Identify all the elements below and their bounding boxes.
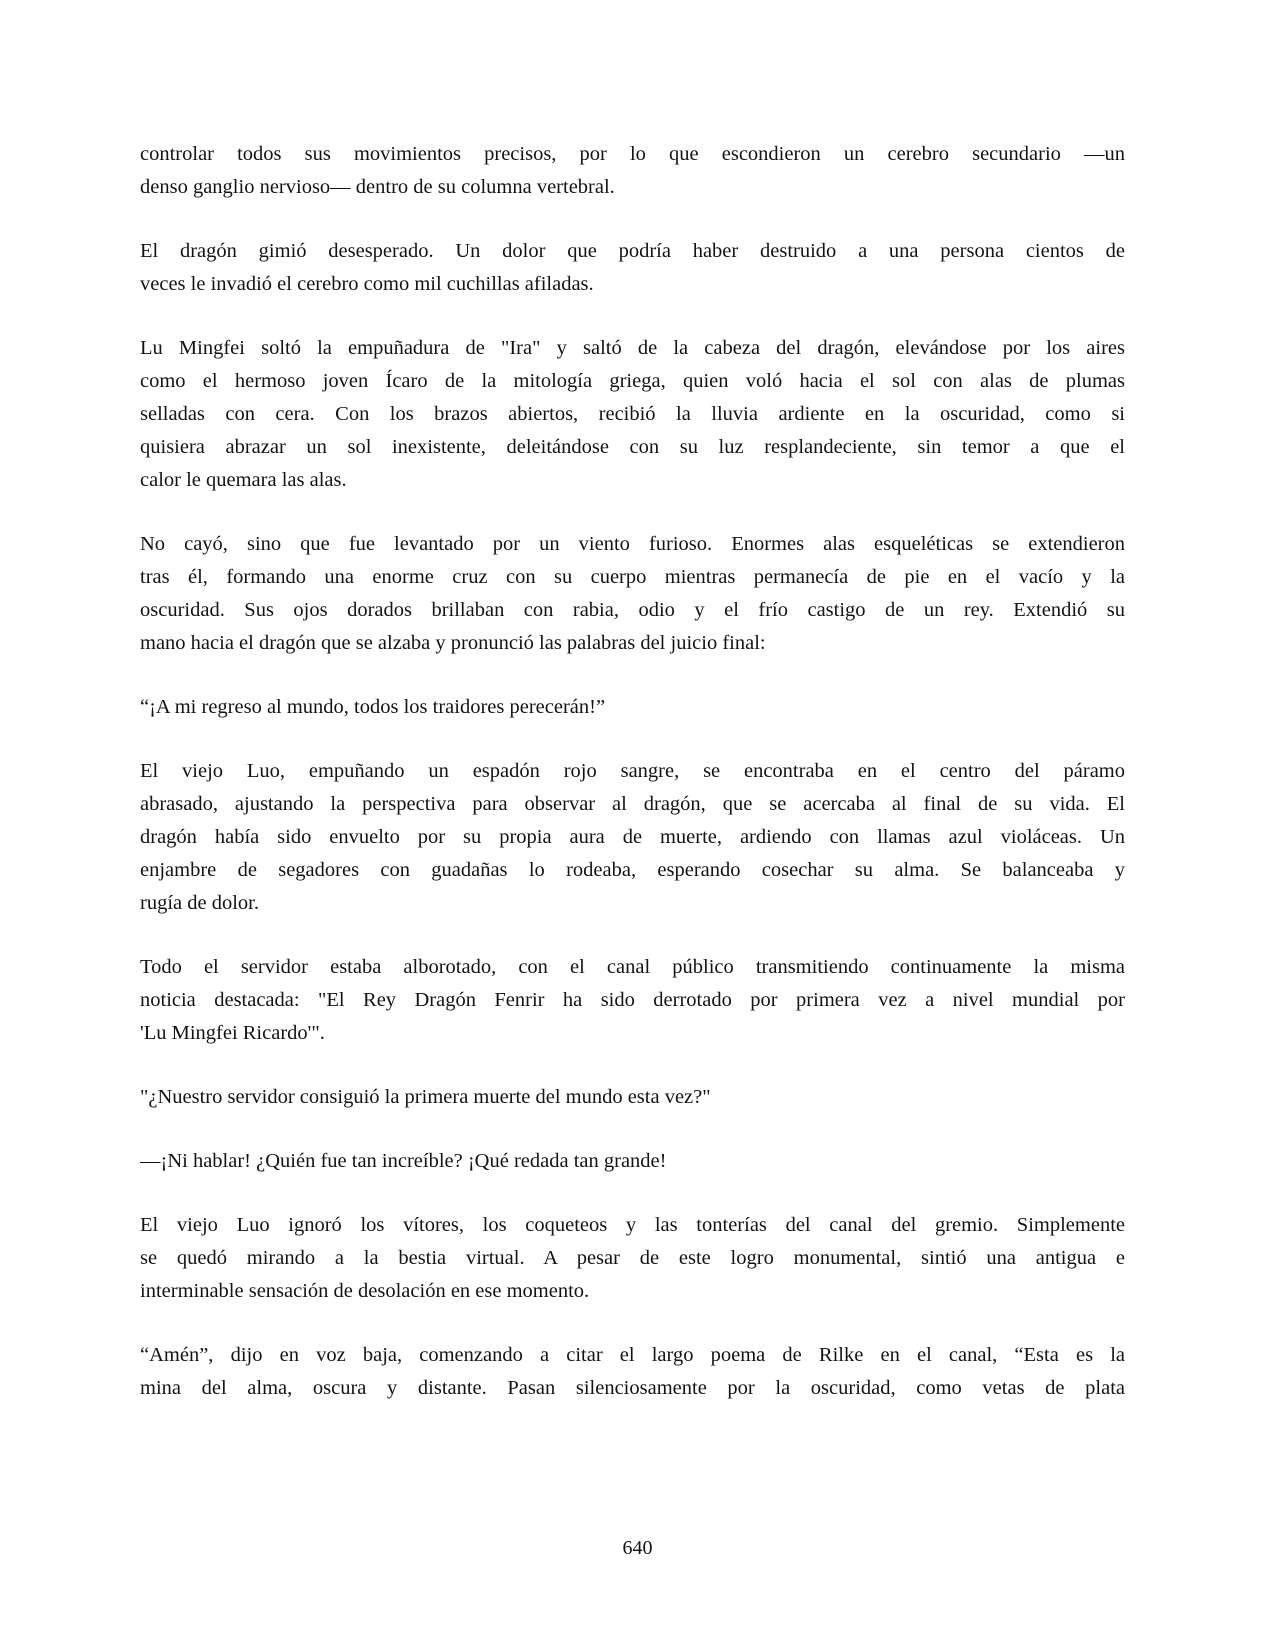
paragraph (140, 528, 1125, 660)
text-line: —¡Ni hablar! ¿Quién fue tan increíble? ¡Qué redada tan grande! (140, 1150, 667, 1172)
paragraph (140, 1209, 1125, 1308)
page-number: 640 (622, 1537, 653, 1559)
text-line: interminable sensación de desolación en ese momento. (140, 1280, 590, 1302)
text-line: controlar todos sus movimientos precisos, por lo que escondieron un cerebro secundario —un (140, 143, 1125, 165)
text-line: calor le quemara las alas. (140, 469, 347, 491)
text-line: como el hermoso joven Ícaro de la mitología griega, quien voló hacia el sol con alas de plumas (140, 370, 1125, 392)
text-line: Todo el servidor estaba alborotado, con el canal público transmitiendo continuamente la misma (140, 956, 1125, 978)
text-line: mina del alma, oscura y distante. Pasan silenciosamente por la oscuridad, como vetas de plata (140, 1377, 1125, 1399)
text-line: quisiera abrazar un sol inexistente, deleitándose con su luz resplandeciente, sin temor a que el (140, 436, 1125, 458)
text-line: El viejo Luo ignoró los vítores, los coqueteos y las tonterías del canal del gremio. Simplemente (140, 1214, 1125, 1236)
text-line: dragón había sido envuelto por su propia aura de muerte, ardiendo con llamas azul violáceas. Un (140, 826, 1125, 848)
text-line: oscuridad. Sus ojos dorados brillaban con rabia, odio y el frío castigo de un rey. Extendió su (140, 599, 1125, 621)
text-line: "¿Nuestro servidor consiguió la primera muerte del mundo esta vez?" (140, 1086, 711, 1108)
text-line: veces le invadió el cerebro como mil cuchillas afiladas. (140, 273, 594, 295)
text-line: “Amén”, dijo en voz baja, comenzando a citar el largo poema de Rilke en el canal, “Esta es la (140, 1344, 1125, 1366)
text-line: denso ganglio nervioso— dentro de su columna vertebral. (140, 176, 615, 198)
paragraph (140, 1339, 1125, 1405)
page-body-text (140, 138, 1125, 1436)
text-line: Lu Mingfei soltó la empuñadura de "Ira" y saltó de la cabeza del dragón, elevándose por los aires (140, 337, 1125, 359)
text-line: selladas con cera. Con los brazos abiertos, recibió la lluvia ardiente en la oscuridad, como si (140, 403, 1125, 425)
text-line: enjambre de segadores con guadañas lo rodeaba, esperando cosechar su alma. Se balanceaba y (140, 859, 1125, 881)
text-line: No cayó, sino que fue levantado por un viento furioso. Enormes alas esqueléticas se extendieron (140, 533, 1125, 555)
paragraph (140, 1081, 1125, 1114)
paragraph (140, 951, 1125, 1050)
paragraph (140, 1145, 1125, 1178)
paragraph (140, 691, 1125, 724)
text-line: mano hacia el dragón que se alzaba y pronunció las palabras del juicio final: (140, 632, 766, 654)
paragraph (140, 332, 1125, 497)
text-line: se quedó mirando a la bestia virtual. A pesar de este logro monumental, sintió una antigua e (140, 1247, 1125, 1269)
paragraph (140, 138, 1125, 204)
paragraph (140, 755, 1125, 920)
text-line: 'Lu Mingfei Ricardo'". (140, 1022, 325, 1044)
text-line: rugía de dolor. (140, 892, 259, 914)
text-line: noticia destacada: "El Rey Dragón Fenrir ha sido derrotado por primera vez a nivel mundial por (140, 989, 1125, 1011)
paragraph (140, 235, 1125, 301)
text-line: El viejo Luo, empuñando un espadón rojo sangre, se encontraba en el centro del páramo (140, 760, 1125, 782)
text-line: abrasado, ajustando la perspectiva para observar al dragón, que se acercaba al final de su vida. El (140, 793, 1125, 815)
text-line: tras él, formando una enorme cruz con su cuerpo mientras permanecía de pie en el vacío y la (140, 566, 1125, 588)
text-line: El dragón gimió desesperado. Un dolor que podría haber destruido a una persona cientos de (140, 240, 1125, 262)
text-line: “¡A mi regreso al mundo, todos los traidores perecerán!” (140, 696, 606, 718)
